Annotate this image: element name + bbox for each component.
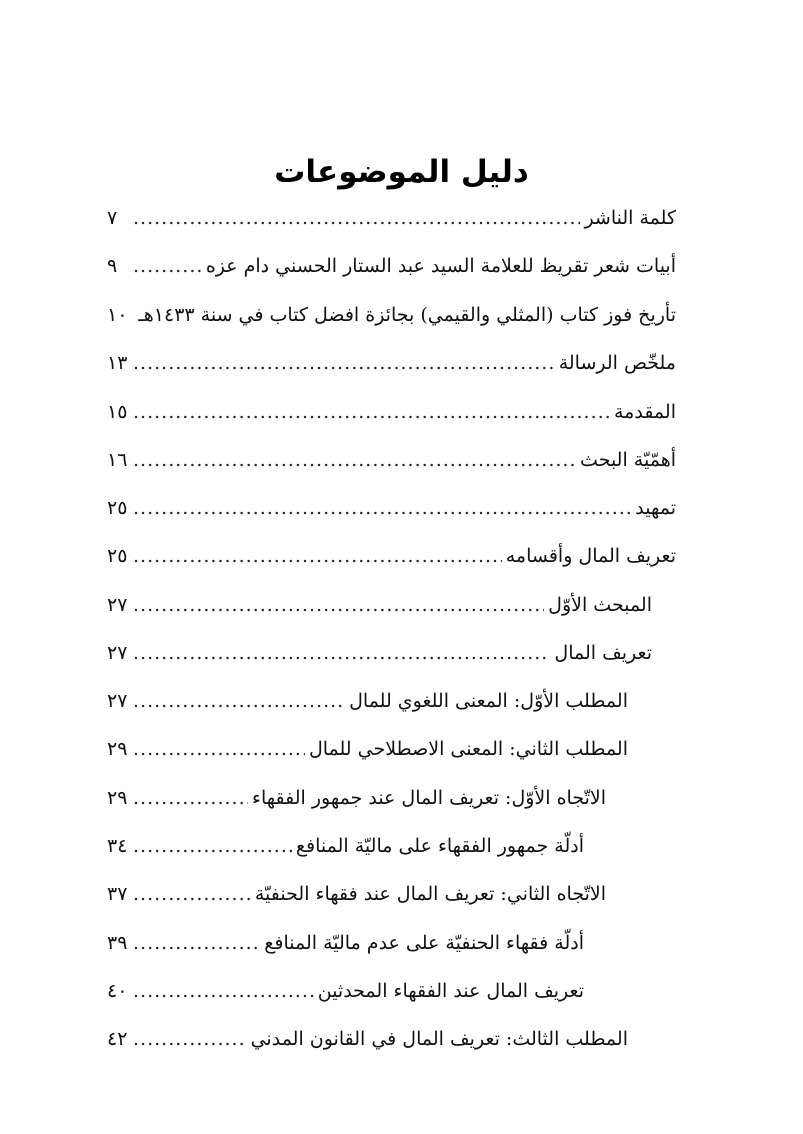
toc-entry-page: ٤٢: [107, 1028, 128, 1050]
leader-dots: [133, 923, 260, 963]
toc-entry-page: ١٥: [107, 401, 128, 423]
toc-entry-title: تعريف المال عند الفقهاء المحدثين: [317, 980, 584, 1002]
toc-entry-page: ٢٥: [107, 497, 128, 519]
toc-entry: [107, 585, 652, 625]
toc-entry-title: تأريخ فوز كتاب (المثلي والقيمي) بجائزة افضل كتاب في سنة ١٤٣٣هـ: [138, 304, 676, 326]
toc-entry-page: ٣٤: [107, 835, 128, 857]
toc-entry: [107, 392, 676, 432]
toc-entry-page: ٢٩: [107, 738, 128, 760]
toc-entry: [107, 488, 676, 528]
leader-dots: [133, 729, 305, 769]
toc-entry-title: تمهيد: [635, 497, 676, 519]
leader-dots: [133, 971, 314, 1011]
toc-entry: [107, 971, 584, 1011]
toc-entry-title: أبيات شعر تقريظ للعلامة السيد عبد الستار الحسني دام عزه: [205, 255, 676, 277]
toc-entry-title: أدلّة فقهاء الحنفيّة على عدم ماليّة المنافع: [264, 932, 584, 954]
leader-dots: [133, 585, 544, 625]
toc-entry-title: ملخّص الرسالة: [558, 352, 676, 374]
toc-entry: [107, 633, 652, 673]
toc-entry-title: المطلب الأوّل: المعنى اللغوي للمال: [349, 690, 628, 712]
toc-entry-page: ٤٠: [107, 980, 128, 1002]
toc-entry: [107, 536, 676, 576]
leader-dots: [133, 633, 550, 673]
toc-entry-title: أهمّيّة البحث: [580, 449, 676, 471]
toc-entry-title: الاتّجاه الأوّل: تعريف المال عند جمهور الفقهاء: [252, 787, 606, 809]
leader-dots: [133, 392, 610, 432]
leader-dots: [133, 295, 134, 335]
toc-entry-title: أدلّة جمهور الفقهاء على ماليّة المنافع: [295, 835, 584, 857]
toc-entry: [107, 1019, 628, 1059]
toc-entry-page: ٢٩: [107, 787, 128, 809]
toc-entry-page: ١٦: [107, 449, 128, 471]
leader-dots: [133, 826, 292, 866]
leader-dots: [133, 681, 345, 721]
toc-entry: [107, 198, 676, 238]
toc-entry: [107, 778, 606, 818]
toc-entry-page: ٩: [107, 255, 118, 277]
toc-entry-title: المقدمة: [613, 401, 676, 423]
toc-entry: [107, 729, 628, 769]
leader-dots: [133, 1019, 247, 1059]
toc-entry-page: ٢٥: [107, 545, 128, 567]
toc-entry: [107, 246, 676, 286]
toc-entry: [107, 295, 676, 335]
toc-entry-title: كلمة الناشر: [584, 207, 676, 229]
toc-entry-title: تعريف المال وأقسامه: [505, 545, 676, 567]
leader-dots: [133, 343, 555, 383]
toc-entry-title: المبحث الأوّل: [548, 594, 652, 616]
leader-dots: [133, 488, 631, 528]
leader-dots: [133, 440, 576, 480]
leader-dots: [133, 778, 248, 818]
toc-entry-page: ٣٧: [107, 883, 128, 905]
toc-title: دليل الموضوعات: [274, 154, 529, 190]
toc-entry-page: ٣٩: [107, 932, 128, 954]
toc-entry: [107, 923, 584, 963]
toc-entry-page: ٢٧: [107, 690, 128, 712]
toc-entry-title: الاتّجاه الثاني: تعريف المال عند فقهاء الحنفيّة: [254, 883, 606, 905]
toc-entry: [107, 343, 676, 383]
leader-dots: [133, 198, 580, 238]
toc-entry-title: المطلب الثاني: المعنى الاصطلاحي للمال: [308, 738, 628, 760]
leader-dots: [133, 246, 202, 286]
toc-entry-title: المطلب الثالث: تعريف المال في القانون المدني: [250, 1028, 628, 1050]
toc-entry-page: ١٠: [107, 304, 128, 326]
leader-dots: [133, 536, 502, 576]
toc-entry-page: ٢٧: [107, 594, 128, 616]
toc-entry: [107, 681, 628, 721]
toc-entry: [107, 826, 584, 866]
toc-entry: [107, 874, 606, 914]
toc-entry-page: ٢٧: [107, 642, 128, 664]
toc-entry-page: ١٣: [107, 352, 128, 374]
toc-entry-page: ٧: [107, 207, 118, 229]
toc-entry: [107, 440, 676, 480]
toc-entry-title: تعريف المال: [554, 642, 652, 664]
leader-dots: [133, 874, 251, 914]
